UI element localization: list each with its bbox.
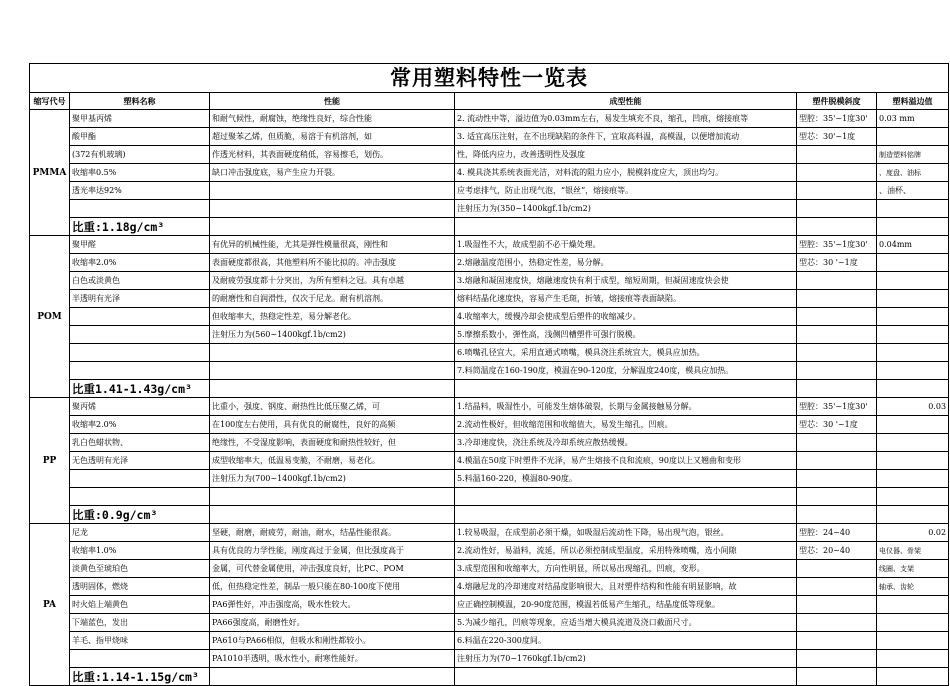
table-row <box>30 110 949 128</box>
draft-cell <box>797 326 877 344</box>
table-row <box>30 650 949 668</box>
density-value: 比重:1.18g/cm³ <box>70 218 210 236</box>
overflow-cell <box>877 614 949 632</box>
overflow-cell <box>877 470 949 488</box>
material-name-cell: 透光率达92% <box>70 182 210 200</box>
performance-cell: 作透光材料，其表面硬度稍低，容易擦毛，划伤。 <box>210 146 455 164</box>
empty-cell <box>877 668 949 686</box>
draft-cell <box>797 146 877 164</box>
table-row <box>30 164 949 182</box>
overflow-cell: 线圈、支架 <box>877 560 949 578</box>
overflow-cell: 0.04mm <box>877 236 949 254</box>
table-row <box>30 434 949 452</box>
performance-cell: PA6弹性好，冲击强度高，吸水性较大。 <box>210 596 455 614</box>
molding-cell: 3.熔融和凝固速度快，熔融速度快有利于成型，缩短周期，但凝固速度快会使 <box>455 272 797 290</box>
table-row <box>30 290 949 308</box>
overflow-cell: 0.03 <box>877 398 949 416</box>
overflow-cell: 0.03 mm <box>877 110 949 128</box>
molding-cell: 性，降低内应力，改善透明性及强度 <box>455 146 797 164</box>
page-title: 常用塑料特性一览表 <box>30 64 949 93</box>
material-name-cell: 尼龙 <box>70 524 210 542</box>
performance-cell: PA66强度高，耐磨性好。 <box>210 614 455 632</box>
draft-cell: 型芯：20~40 <box>797 542 877 560</box>
overflow-cell <box>877 200 949 218</box>
performance-cell: 绝缘性，不受湿度影响，表面硬度和耐热性较好，但 <box>210 434 455 452</box>
overflow-cell <box>877 434 949 452</box>
overflow-cell <box>877 362 949 380</box>
empty-cell <box>877 218 949 236</box>
overflow-cell <box>877 596 949 614</box>
empty-cell <box>210 506 455 524</box>
performance-cell: 在100度左右使用，具有优良的耐腐性，良好的高频 <box>210 416 455 434</box>
draft-cell <box>797 272 877 290</box>
draft-cell <box>797 578 877 596</box>
material-name-cell: 透明固体，燃烧 <box>70 578 210 596</box>
draft-cell <box>797 182 877 200</box>
material-name-cell <box>70 470 210 488</box>
plastics-table <box>29 63 949 686</box>
empty-cell <box>210 380 455 398</box>
overflow-cell <box>877 650 949 668</box>
header-performance: 性能 <box>210 93 455 110</box>
draft-cell <box>797 434 877 452</box>
performance-cell <box>210 344 455 362</box>
header-overflow: 塑料溢边值 <box>877 93 949 110</box>
performance-cell: PA1010半透明，吸水性小，耐寒性能好。 <box>210 650 455 668</box>
performance-cell: 表面硬度都很高，其他塑料所不能比拟的。冲击强度 <box>210 254 455 272</box>
molding-cell: 1.结晶料，吸湿性小，可能发生熔体破裂，长期与金属接触易分解。 <box>455 398 797 416</box>
draft-cell <box>797 470 877 488</box>
draft-cell <box>797 614 877 632</box>
empty-cell <box>455 668 797 686</box>
material-name-cell: 聚丙烯 <box>70 398 210 416</box>
draft-cell <box>797 362 877 380</box>
draft-cell <box>797 488 877 506</box>
draft-cell <box>797 200 877 218</box>
header-code: 缩写代号 <box>30 93 70 110</box>
table-row <box>30 128 949 146</box>
overflow-cell: 制造塑料铭牌 <box>877 146 949 164</box>
overflow-cell <box>877 632 949 650</box>
material-name-cell <box>70 308 210 326</box>
draft-cell <box>797 632 877 650</box>
header-molding: 成型性能 <box>455 93 797 110</box>
empty-cell <box>455 506 797 524</box>
overflow-cell <box>877 308 949 326</box>
molding-cell: 4.熔融尼龙的冷却速度对结晶度影响很大，且对塑件结构和性能有明显影响，故 <box>455 578 797 596</box>
performance-cell: 和耐气候性，耐腐蚀，绝缘性良好，综合性能 <box>210 110 455 128</box>
draft-cell <box>797 596 877 614</box>
molding-cell: 4.模温在50度下时塑件不光泽，易产生熔接不良和流痕，90度以上又翘曲和变形 <box>455 452 797 470</box>
table-row <box>30 326 949 344</box>
overflow-cell: 0.02 <box>877 524 949 542</box>
material-name-cell: 无色透明有光泽 <box>70 452 210 470</box>
molding-cell: 3.冷却速度快，浇注系统及冷却系统应散热缓慢。 <box>455 434 797 452</box>
material-code: POM <box>30 236 70 398</box>
empty-cell <box>210 218 455 236</box>
empty-cell <box>797 506 877 524</box>
draft-cell: 型腔：35'~1度30' <box>797 398 877 416</box>
material-name-cell: 下端蓝色，发出 <box>70 614 210 632</box>
table-row <box>30 146 949 164</box>
overflow-cell <box>877 254 949 272</box>
performance-cell: 成型收缩率大，低温易变脆，不耐磨，易老化。 <box>210 452 455 470</box>
table-row <box>30 488 949 506</box>
performance-cell: 金属，可代替金属使用，冲击强度良好，比PC、POM <box>210 560 455 578</box>
empty-cell <box>797 380 877 398</box>
draft-cell <box>797 344 877 362</box>
performance-cell <box>210 200 455 218</box>
molding-cell: 6.料温在220-300度间。 <box>455 632 797 650</box>
overflow-cell <box>877 128 949 146</box>
overflow-cell <box>877 290 949 308</box>
density-value: 比重1.41-1.43g/cm³ <box>70 380 210 398</box>
draft-cell <box>797 452 877 470</box>
performance-cell: 的耐磨性和自润滑性，仅次于尼龙。耐有机溶剂。 <box>210 290 455 308</box>
material-code: PA <box>30 524 70 686</box>
density-row <box>30 380 949 398</box>
molding-cell: 应正确控制模温，20-90度范围，模温若低易产生缩孔，结晶度低等现象。 <box>455 596 797 614</box>
material-name-cell <box>70 362 210 380</box>
performance-cell: 具有优良的力学性能，刚度高过于金属，但比强度高于 <box>210 542 455 560</box>
material-name-cell: 收缩率2.0% <box>70 416 210 434</box>
overflow-cell <box>877 344 949 362</box>
draft-cell: 型芯：30 '~1度 <box>797 416 877 434</box>
density-value: 比重:1.14-1.15g/cm³ <box>70 668 210 686</box>
header-draft: 塑件脱模斜度 <box>797 93 877 110</box>
empty-cell <box>455 380 797 398</box>
performance-cell: 超过聚苯乙烯，但质脆，易溶于有机溶剂，如 <box>210 128 455 146</box>
material-code: PMMA <box>30 110 70 236</box>
performance-cell: 比重小，强度、钢度、耐热性比低压聚乙烯，可 <box>210 398 455 416</box>
overflow-cell: 、度盘、油标 <box>877 164 949 182</box>
empty-cell <box>877 506 949 524</box>
performance-cell <box>210 182 455 200</box>
performance-cell: PA610与PA66相似，但吸水和刚性都较小。 <box>210 632 455 650</box>
table-row <box>30 542 949 560</box>
table-row <box>30 416 949 434</box>
table-row <box>30 344 949 362</box>
material-name-cell: 羊毛、指甲烧味 <box>70 632 210 650</box>
table-row <box>30 596 949 614</box>
overflow-cell: 、油杯、 <box>877 182 949 200</box>
material-name-cell <box>70 344 210 362</box>
performance-cell <box>210 488 455 506</box>
header-name: 塑料名称 <box>70 93 210 110</box>
overflow-cell <box>877 452 949 470</box>
draft-cell: 型腔：24~40 <box>797 524 877 542</box>
performance-cell <box>210 362 455 380</box>
draft-cell: 型芯：30'~1度 <box>797 128 877 146</box>
performance-cell: 及耐疲劳强度都十分突出，为所有塑料之冠。具有卓越 <box>210 272 455 290</box>
molding-cell: 熔料结晶化速度快，容易产生毛斑，折皱，熔接痕等表面缺陷。 <box>455 290 797 308</box>
draft-cell <box>797 560 877 578</box>
table-row <box>30 308 949 326</box>
molding-cell: 应考虑排气，防止出现气泡，“银丝”，熔接痕等。 <box>455 182 797 200</box>
material-name-cell: (372有机玻璃) <box>70 146 210 164</box>
molding-cell: 4. 模具浇其系统表面光洁，对料流的阻力应小，脱模斜度应大，顶出均匀。 <box>455 164 797 182</box>
material-name-cell: 时火焰上端黄色 <box>70 596 210 614</box>
material-name-cell: 聚甲醛 <box>70 236 210 254</box>
density-row <box>30 668 949 686</box>
material-code: PP <box>30 398 70 524</box>
density-row <box>30 506 949 524</box>
draft-cell <box>797 290 877 308</box>
table-row <box>30 560 949 578</box>
table-row <box>30 614 949 632</box>
molding-cell: 5.为减少缩孔，凹痕等现象，应适当增大模具流道及浇口截面尺寸。 <box>455 614 797 632</box>
overflow-cell <box>877 416 949 434</box>
table-row <box>30 254 949 272</box>
molding-cell: 1.较易吸湿，在成型前必须干燥，如吸湿后流动性下降，易出现气泡，银丝。 <box>455 524 797 542</box>
draft-cell <box>797 308 877 326</box>
density-value: 比重:0.9g/cm³ <box>70 506 210 524</box>
material-name-cell: 乳白色蜡状物、 <box>70 434 210 452</box>
molding-cell: 注射压力为(350~1400kgf.1b/cm2) <box>455 200 797 218</box>
table-row <box>30 452 949 470</box>
table-row <box>30 632 949 650</box>
molding-cell: 7.料筒温度在160-190度，模温在90-120度，分解温度240度，模具应加热。 <box>455 362 797 380</box>
molding-cell: 5.摩擦系数小，弹性高，浅侧凹槽塑件可强行脱模。 <box>455 326 797 344</box>
material-name-cell: 收缩率0.5% <box>70 164 210 182</box>
material-name-cell: 聚甲基丙烯 <box>70 110 210 128</box>
draft-cell: 型芯：30 '~1度 <box>797 254 877 272</box>
draft-cell <box>797 650 877 668</box>
material-name-cell: 淡黄色至琥珀色 <box>70 560 210 578</box>
empty-cell <box>455 218 797 236</box>
molding-cell: 2. 流动性中等，溢边值为0.03mm左右，易发生填充不良，缩孔，凹痕，熔接痕等 <box>455 110 797 128</box>
table-row <box>30 398 949 416</box>
material-name-cell <box>70 488 210 506</box>
empty-cell <box>877 380 949 398</box>
table-row <box>30 182 949 200</box>
performance-cell: 注射压力为(700~1400kgf.1b/cm2) <box>210 470 455 488</box>
overflow-cell: 电仪器、骨架 <box>877 542 949 560</box>
material-name-cell <box>70 200 210 218</box>
molding-cell: 3.成型范围和收缩率大，方向性明显，所以易出现缩孔，凹痕，变形。 <box>455 560 797 578</box>
density-row <box>30 218 949 236</box>
performance-cell: 缺口冲击强度底，易产生应力开裂。 <box>210 164 455 182</box>
material-name-cell: 收缩率2.0% <box>70 254 210 272</box>
molding-cell <box>455 488 797 506</box>
table-row <box>30 362 949 380</box>
performance-cell: 有优异的机械性能，尤其是弹性模量很高，刚性和 <box>210 236 455 254</box>
molding-cell: 2.流动性极好，但收缩范围和收缩值大，易发生缩孔，凹痕。 <box>455 416 797 434</box>
overflow-cell <box>877 326 949 344</box>
material-name-cell: 半透明有光泽 <box>70 290 210 308</box>
molding-cell: 2.熔融温度范围小，热稳定性差，易分解。 <box>455 254 797 272</box>
material-name-cell <box>70 650 210 668</box>
performance-cell: 坚硬，耐磨，耐疲劳，耐油，耐水，结晶性能很高。 <box>210 524 455 542</box>
molding-cell: 4.收缩率大，缓慢冷却会使成型后塑件的收缩减少。 <box>455 308 797 326</box>
material-name-cell: 酸甲酯 <box>70 128 210 146</box>
performance-cell: 但收缩率大，热稳定性差，易分解老化。 <box>210 308 455 326</box>
molding-cell: 3. 适宜高压注射，在不出现缺陷的条件下，宜取高料温，高模温，以便增加流动 <box>455 128 797 146</box>
header-row <box>30 93 949 110</box>
molding-cell: 1.吸湿性不大，故成型前不必干燥处理。 <box>455 236 797 254</box>
table-row <box>30 524 949 542</box>
molding-cell: 2.流动性好，易溢料，流延，所以必须控制成型温度，采用特殊喷嘴，选小间隙 <box>455 542 797 560</box>
material-name-cell <box>70 326 210 344</box>
draft-cell: 型腔：35'~1度30' <box>797 110 877 128</box>
table-row <box>30 272 949 290</box>
table-row <box>30 200 949 218</box>
table-row <box>30 236 949 254</box>
overflow-cell: 轴承、齿轮 <box>877 578 949 596</box>
overflow-cell <box>877 272 949 290</box>
molding-cell: 5.料温160-220，模温80-90度。 <box>455 470 797 488</box>
draft-cell <box>797 164 877 182</box>
empty-cell <box>797 218 877 236</box>
molding-cell: 注射压力为(70~1760kgf.1b/cm2) <box>455 650 797 668</box>
empty-cell <box>797 668 877 686</box>
material-name-cell: 收缩率1.0% <box>70 542 210 560</box>
table-row <box>30 578 949 596</box>
overflow-cell <box>877 488 949 506</box>
performance-cell: 低，但热稳定性差，制品一般只能在80-100度下使用 <box>210 578 455 596</box>
draft-cell: 型腔：35'~1度30' <box>797 236 877 254</box>
empty-cell <box>210 668 455 686</box>
table-row <box>30 470 949 488</box>
performance-cell: 注射压力为(560~1400kgf.1b/cm2) <box>210 326 455 344</box>
material-name-cell: 白色或淡黄色 <box>70 272 210 290</box>
molding-cell: 6.喷嘴孔径宜大，采用直通式喷嘴，模具浇注系统宜大，模具应加热。 <box>455 344 797 362</box>
